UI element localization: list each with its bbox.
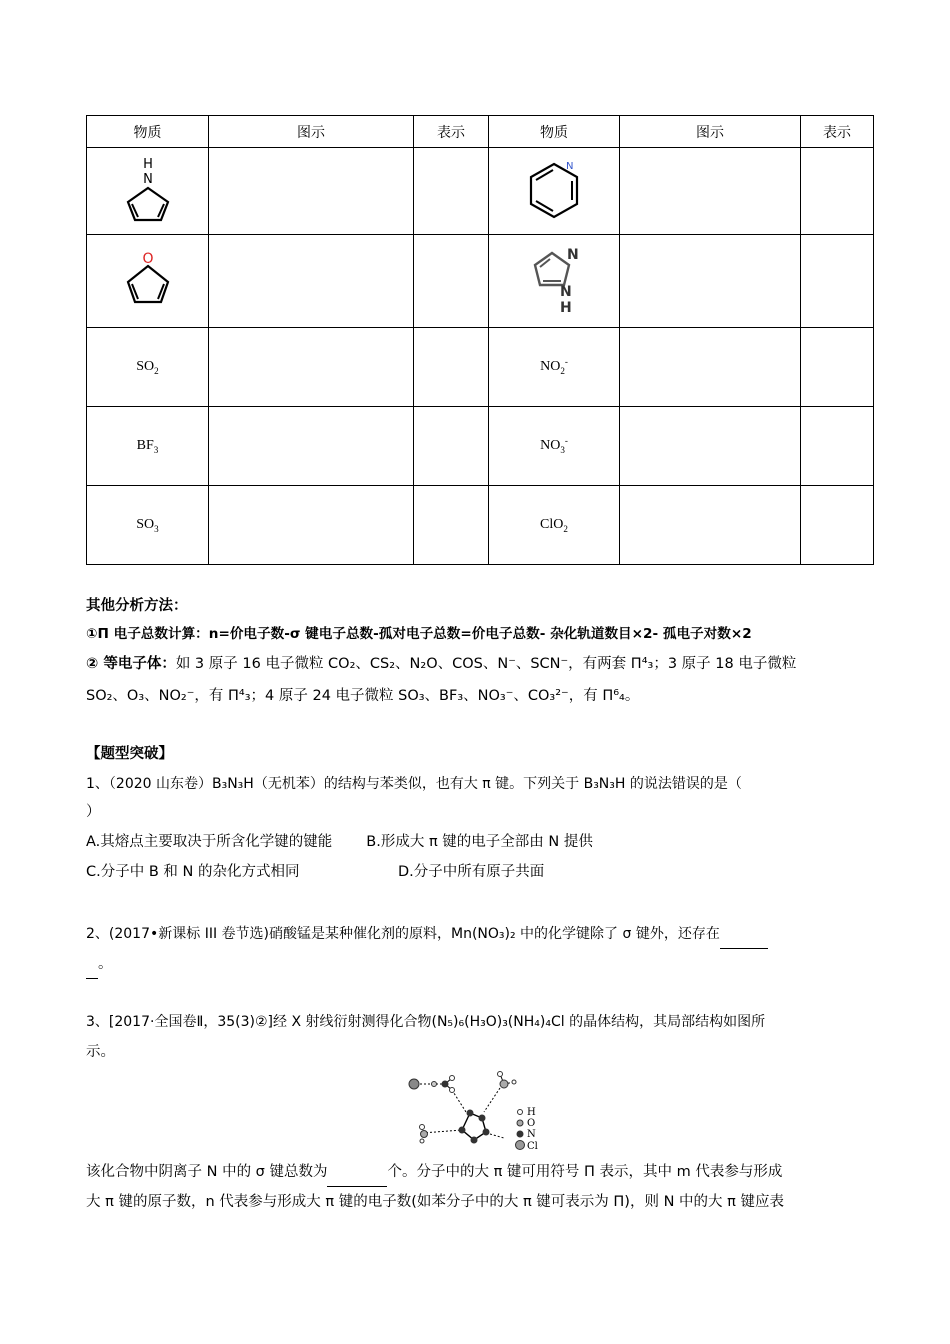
- question-3-body: 该化合物中阴离子 N 中的 σ 键总数为 个。分子中的大 π 键可用符号 Π 表示，其中 m 代表参与形成: [86, 1158, 876, 1187]
- legend-h: H: [527, 1107, 536, 1118]
- question-1-options-ab: [86, 828, 876, 856]
- formula-clo2: ClO$_2$: [489, 486, 620, 565]
- practice-title: 【题型突破】: [86, 746, 173, 762]
- legend-cl: Cl: [527, 1141, 538, 1152]
- header-notation: 表示: [414, 116, 489, 148]
- analysis-title: 其他分析方法：: [86, 598, 188, 614]
- pyridine-structure-icon: [519, 154, 589, 224]
- table-header-row: [87, 116, 874, 148]
- pyrrole-structure: [87, 148, 209, 235]
- option-b[interactable]: B.形成大 π 键的电子全部由 N 提供: [366, 834, 593, 850]
- furan-structure: [87, 235, 209, 328]
- question-3-cont: 示。: [86, 1044, 115, 1060]
- svg-text:N: N: [567, 246, 579, 263]
- table-row: [87, 486, 874, 565]
- header-diagram: 图示: [620, 116, 801, 148]
- imidazole-structure-icon: [524, 239, 584, 319]
- furan-structure-icon: [118, 246, 178, 311]
- svg-text:H: H: [560, 299, 572, 316]
- svg-text:H: H: [142, 156, 153, 172]
- formula-no2-minus: $NO_2^-$: [489, 328, 620, 407]
- question-2-cont: 。: [86, 950, 876, 979]
- table-row: [87, 407, 874, 486]
- imidazole-structure: [489, 235, 620, 328]
- pyridine-structure: [489, 148, 620, 235]
- question-2: 2、(2017•新课标 III 卷节选)硝酸锰是某种催化剂的原料，Mn(NO₃)₂ 中的化学键除了 σ 键外，还存在: [86, 920, 876, 949]
- svg-text:N: N: [142, 171, 153, 187]
- formula-bf3: $BF_3$: [87, 407, 209, 486]
- analysis-point-1: ①Π 电子总数计算：n=价电子数-σ 键电子总数-孤对电子总数=价电子总数- 杂化轨道数目×2- 孤电子对数×2: [86, 626, 752, 642]
- question-3-body-cont: 大 π 键的原子数，n 代表参与形成大 π 键的电子数(如苯分子中的大 π 键可表示为 Π)，则 N 中的大 π 键应表: [86, 1194, 784, 1210]
- question-1: 1、（2020 山东卷）B₃N₃H（无机苯）的结构与苯类似，也有大 π 键。下列关于 B₃N₃H 的说法错误的是（: [86, 776, 742, 792]
- header-substance: 物质: [87, 116, 209, 148]
- option-a[interactable]: A.其熔点主要取决于所含化学键的键能: [86, 834, 333, 850]
- svg-text:O: O: [141, 251, 154, 267]
- bonding-table: [86, 115, 874, 565]
- analysis-point-2: ② 等电子体：如 3 原子 16 电子微粒 CO₂、CS₂、N₂O、COS、N⁻、SCN⁻，有两套 Π⁴₃；3 原子 18 电子微粒: [86, 656, 797, 672]
- question-1-options-cd: [86, 858, 876, 886]
- table-row: [87, 328, 874, 407]
- formula-so2: $SO_2$: [87, 328, 209, 407]
- table-row: [87, 148, 874, 235]
- option-d[interactable]: D.分子中所有原子共面: [398, 864, 545, 880]
- answer-blank[interactable]: [720, 920, 768, 949]
- legend-o: O: [527, 1118, 536, 1129]
- svg-text:N: N: [560, 283, 572, 300]
- crystal-structure-figure: [400, 1068, 550, 1154]
- option-c[interactable]: C.分子中 B 和 N 的杂化方式相同: [86, 864, 300, 880]
- table-row: [87, 235, 874, 328]
- answer-blank[interactable]: [327, 1158, 387, 1187]
- answer-blank[interactable]: [86, 950, 98, 979]
- analysis-point-2-cont: SO₂、O₃、NO₂⁻，有 Π⁴₃；4 原子 24 电子微粒 SO₃、BF₃、NO₃⁻、CO₃²⁻，有 Π⁶₄。: [86, 688, 640, 704]
- svg-text:N: N: [566, 160, 574, 172]
- question-3: 3、[2017·全国卷Ⅱ，35(3)②]经 X 射线衍射测得化合物(N₅)₆(H₃O)₃(NH₄)₄Cl 的晶体结构，其局部结构如图所: [86, 1014, 766, 1030]
- formula-so3: $SO_3$: [87, 486, 209, 565]
- header-substance: 物质: [489, 116, 620, 148]
- header-notation: 表示: [801, 116, 874, 148]
- legend-n: N: [527, 1129, 536, 1140]
- pyrrole-structure-icon: [118, 154, 178, 224]
- header-diagram: 图示: [209, 116, 414, 148]
- question-1-cont: ）: [86, 804, 101, 820]
- formula-no3-minus: $NO_3^-$: [489, 407, 620, 486]
